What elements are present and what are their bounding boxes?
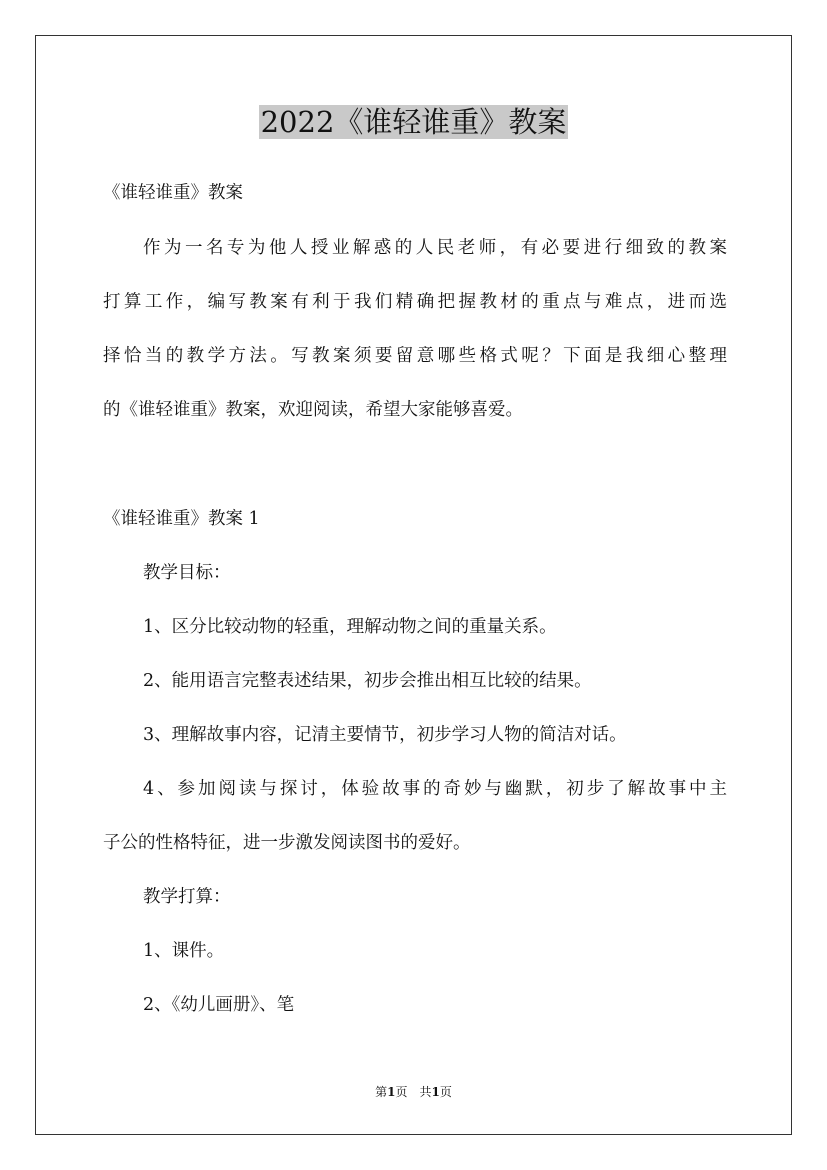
footer-page-total: 1 bbox=[431, 1085, 440, 1099]
goal-item-2: 2、能用语言完整表述结果，初步会推出相互比较的结果。 bbox=[143, 671, 592, 691]
footer-page-mid: 页 共 bbox=[395, 1085, 432, 1099]
footer-page-number: 1 bbox=[387, 1085, 396, 1099]
goal-item-4-line-1: 4、参加阅读与探讨，体验故事的奇妙与幽默，初步了解故事中主 bbox=[143, 779, 727, 799]
intro-line-4: 的《谁轻谁重》教案，欢迎阅读，希望大家能够喜爱。 bbox=[103, 400, 523, 420]
intro-line-1: 作为一名专为他人授业解惑的人民老师，有必要进行细致的教案 bbox=[143, 238, 727, 258]
goal-item-1: 1、区分比较动物的轻重，理解动物之间的重量关系。 bbox=[143, 617, 557, 637]
goal-item-4-line-2: 子公的性格特征，进一步激发阅读图书的爱好。 bbox=[103, 833, 471, 853]
document-title bbox=[0, 100, 827, 144]
section-heading: 《谁轻谁重》教案 1 bbox=[103, 509, 260, 529]
prep-item-2: 2、《幼儿画册》、笔 bbox=[143, 995, 295, 1015]
document-title-text: 2022《谁轻谁重》教案 bbox=[260, 105, 567, 139]
page-footer bbox=[0, 1084, 827, 1100]
goal-item-3: 3、理解故事内容，记清主要情节，初步学习人物的简洁对话。 bbox=[143, 725, 627, 745]
prep-label: 教学打算： bbox=[143, 887, 231, 907]
document-subtitle: 《谁轻谁重》教案 bbox=[103, 183, 243, 203]
intro-line-2: 打算工作，编写教案有利于我们精确把握教材的重点与难点，进而选 bbox=[103, 292, 727, 312]
prep-item-1: 1、课件。 bbox=[143, 941, 225, 961]
footer-page-prefix: 第 bbox=[375, 1085, 388, 1099]
footer-page-suffix: 页 bbox=[439, 1085, 452, 1099]
goals-label: 教学目标： bbox=[143, 563, 231, 583]
intro-line-3: 择恰当的教学方法。写教案须要留意哪些格式呢？下面是我细心整理 bbox=[103, 346, 727, 366]
